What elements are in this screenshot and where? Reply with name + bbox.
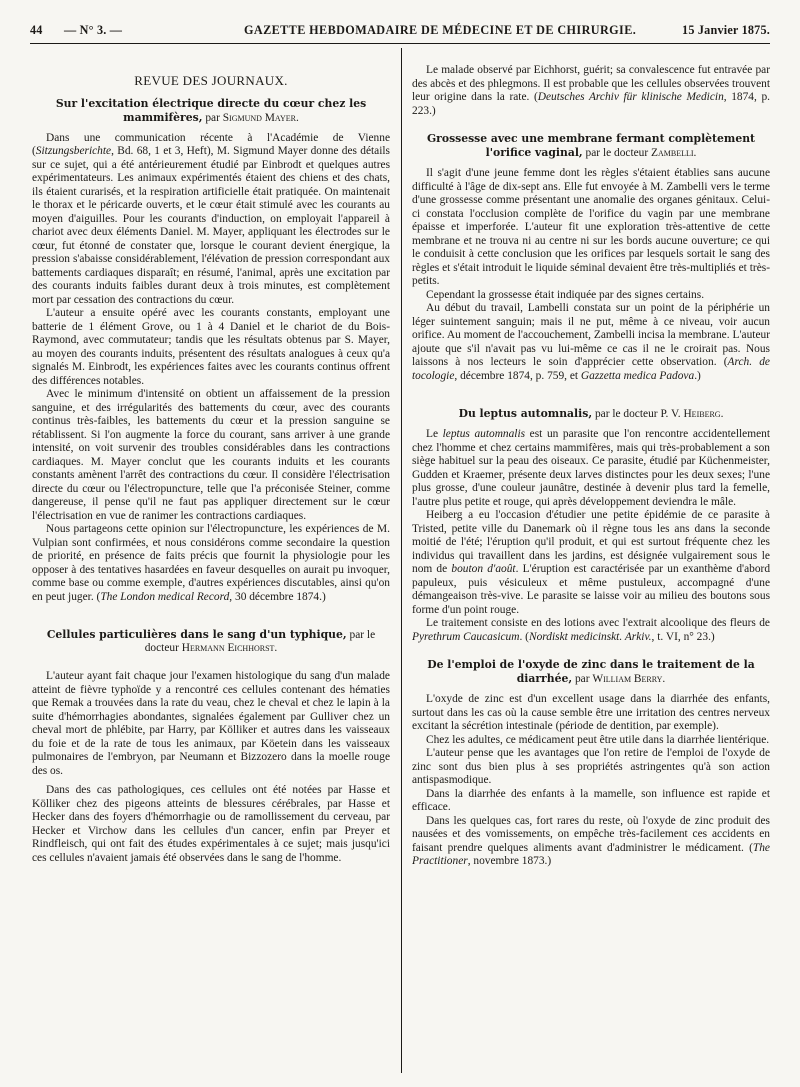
paragraph: L'oxyde de zinc est d'un excellent usage dans la diarrhée des enfants, surtout dans les cas où la cause semble être une irritation des centres nerveux excitant la sécrétion intestinale (période de dentition, par exemple).	[412, 693, 770, 732]
journal-title: GAZETTE HEBDOMADAIRE DE MÉDECINE ET DE CHIRURGIE.	[244, 23, 637, 37]
text: .)	[694, 369, 701, 382]
article-title-heart	[40, 97, 382, 125]
byline-prefix: par le docteur	[585, 147, 649, 159]
article-heading: De l'emploi de l'oxyde de zinc dans le traitement de la diarrhée,	[427, 658, 755, 685]
article-author: P. V. Heiberg.	[660, 408, 724, 420]
section-title: REVUE DES JOURNAUX.	[134, 73, 288, 88]
text: . L'éruption est caractérisée par un exanthème d'abord papuleux, puis vésiculeux et même pustuleux, accompagné d'une démangeaison très-vive. Le parasite se laisse voir au milieu des boutons sous forme d'un point rouge.	[412, 563, 770, 616]
paragraph	[412, 617, 770, 644]
text: Le malade observé par Eichhorst, guérit; sa convalescence fut entravée par des abcès et des phlegmons. Il est probable que les cellules observées trouvent leur origine dans la rate. (	[412, 64, 770, 103]
paragraph: L'auteur a ensuite opéré avec les courants constants, employant une batterie de 1 élément Grove, ou 1 à 4 Daniel et le chariot de du Bois-Raymond, avec commutateur; tandis que les résultats obtenus par S. Mayer, au moyen des courants induits, présentent des résultats analogues à ceux qu'a signalés M. Einbrodt, les expériences faites avec les courants continus offrent des différences notables.	[32, 307, 390, 387]
citation: leptus automnalis	[442, 428, 526, 440]
text: Dans les quelques cas, fort rares du reste, où l'oxyde de zinc produit des nausées et des vomissements, on empêche très-facilement ces accidents en faisant prendre quelques aliments avant d'administrer le médicament. (	[412, 814, 770, 854]
issue-number: — N° 3. —	[64, 23, 123, 37]
citation: Deutsches Archiv für klinische Medicin	[537, 91, 724, 103]
paragraph	[32, 523, 390, 604]
article-title-leptus	[420, 407, 762, 421]
paragraph: Dans la diarrhée des enfants à la mamelle, son influence est rapide et efficace.	[412, 787, 770, 813]
article-title-cells	[40, 628, 382, 655]
paragraph: Dans des cas pathologiques, ces cellules ont été notées par Hasse et Kölliker chez des pigeons atteints de blessures cérébrales, par Hasse et Hecker dans des foyers d'hémorrhagie ou de ramollissement du cerveau, par Hecker et Virchow dans les cellules d'un cancer, enfin par Preyer et Rindfleisch, qui ont fait des études expérimentales à ce sujet; mais jusqu'ici ces cellules n'avaient jamais été observées dans le sang de l'homme.	[32, 784, 390, 864]
spacer	[412, 118, 770, 126]
citation: The London medical Record	[100, 590, 230, 603]
paragraph: L'auteur ayant fait chaque jour l'examen histologique du sang d'un malade atteint de fièvre typhoïde y a rencontré ces cellules contenant des hématies que Remak a trouvées dans la rate du veau, chez le cheval et chez le lapin à la suite d'hémorrhagies abondantes, signalées également par Gulliver chez un cheval mort de phlébite, par Harry, par Kölliker et autres dans les vaisseaux du foie et de la rate de tous les animaux, par Köetein dans les vaisseaux pulmonaires de l'embryon, par Neumann et Bizzozero dans la moelle rouge des os.	[32, 670, 390, 777]
paragraph: Il s'agit d'une jeune femme dont les règles s'étaient établies sans aucune difficulté à l'âge de dix-sept ans. Elle fut envoyée à M. Zambelli vers le terme d'une grossesse comme présentant une anomalie des organes génitaux. Celui-ci constata l'occlusion complète de l'orifice du vagin par une membrane épaisse et imperforée. L'auteur fit une exploration très-attentive de cette membrane et ne trouva ni au centre ni sur les bords aucune ouverture; ce qui le conduisit à cette conclusion que les orifices par lesquels sortait le sang des règles et s'était introduit le liquide séminal devaient être très-multipliés et très-petits.	[412, 167, 770, 287]
article-title-zinc	[420, 658, 762, 686]
header-rule	[30, 43, 770, 44]
article-heading: Cellules particulières dans le sang d'un typhique,	[46, 628, 347, 641]
text: , novembre 1873.)	[467, 855, 552, 867]
article-author: Sigmund Mayer.	[222, 111, 299, 124]
paragraph: L'auteur pense que les avantages que l'on retire de l'emploi de l'oxyde de zinc sont dus bien plus à ses propriétés astringentes qu'à son action antispasmodique.	[412, 747, 770, 786]
article-title-pregnancy	[420, 132, 762, 160]
article-heading: Du leptus automnalis,	[458, 407, 593, 420]
byline-prefix: par le docteur	[144, 629, 376, 654]
running-head	[30, 20, 770, 42]
paragraph	[412, 509, 770, 617]
citation: Gazzetta medica Padova	[580, 369, 695, 382]
text: est un parasite que l'on rencontre accidentellement chez l'homme et chez certains mammifères, mais qui très-probablement a son siège habituel sur la peau des oiseaux. Ce parasite, étudié par Küchenmeister, Gudden et Kraemer, présente deux larves distinctes pour les deux sexes; l'une plus grosse, d'une couleur jaunâtre, destinée à devenir plus tard la femelle, l'autre plus petite et rouge, qui après développement deviendra le mâle.	[412, 428, 770, 508]
text: . (	[519, 630, 529, 643]
text: Heiberg a eu l'occasion d'étudier une petite épidémie de ce parasite à Tristed, petite ville du Danemark où il règne tous les ans dans la seconde moitié de l'été; l'éruption qu'il produit, et qui est surtout fréquente chez les individus qui travaillent dans les jardins, est désignée vulgairement sous le nom de	[412, 509, 770, 575]
text: Le traitement consiste en des lotions avec l'extrait alcoolique des fleurs de	[426, 617, 770, 629]
citation: bouton d'août	[451, 563, 516, 575]
paragraph: Avec le minimum d'intensité on obtient un affaissement de la pression sanguine, et des irrégularités des battements du cœur, avec des courants continus très-faibles, les battements du cœur et la pression sanguine se rétablissent. Si l'on augmente la force du courant, sans arriver à une grande intensité, on voit survenir des troubles considérables dans les contractions cardiaques. M. Mayer conclut que les courants induits et les courants constants amènent l'arrêt des contractions du cœur. Il considère l'électrisation directe du cœur ou l'électropuncture, telle que l'a préconisée Steiner, comme dangereuse, il pense qu'il ne faut pas appliquer directement sur le cœur l'électrisation en vue de ranimer les contractions cardiaques.	[32, 388, 390, 522]
citation: Sitzungsberichte	[35, 145, 112, 157]
column-divider	[401, 48, 402, 1073]
text: , 30 décembre 1874.)	[229, 590, 326, 603]
article-heading: Sur l'excitation électrique directe du cœur chez les mammifères,	[55, 96, 367, 124]
text: Dans une communication récente à l'Académie de Vienne (	[32, 131, 390, 157]
byline-prefix: par le docteur	[594, 408, 658, 420]
article-heading: Grossesse avec une membrane fermant complètement l'orifice vaginal,	[426, 132, 756, 159]
citation: Arch. de tocologie	[412, 356, 770, 382]
spacer	[32, 662, 390, 670]
paragraph	[412, 428, 770, 509]
spacer	[32, 604, 390, 622]
text: , t. VI, n° 23.)	[651, 630, 715, 643]
page-number: 44	[30, 23, 43, 37]
byline-prefix: par	[205, 111, 220, 124]
article-author: Zambelli.	[651, 147, 697, 159]
issue-date: 15 Janvier 1875.	[682, 23, 770, 37]
spacer	[412, 644, 770, 652]
text: Au début du travail, Lambelli constata sur un point de la périphérie un léger suintement sanguin; mais il ne put, même à ce niveau, voir aucun orifice. Au moment de l'accouchement, Zambelli incisa la membrane. L'auteur ajoute que s'il n'avait pas vu lui-même ce cas il ne le croirait pas. Nous laissons à nos lecteurs le soin d'apprécier cette observation. (	[412, 302, 770, 368]
text: , Bd. 68, 1 et 3, Heft), M. Sigmund Mayer donne des détails sur ce sujet, qui a été antérieurement étudié par Einbrodt et quelques autres expérimentateurs. Les animaux expérimentés étaient des chiens et des chats, ils étaient curarisés, et la respiration artificielle était pratiquée. On maintenait le thorax et le péricarde ouverts, et le cœur était stimulé avec les courants au moyen d'aiguilles. Pour les courants d'induction, on employait l'appareil à chariot avec deux éléments Daniel. M. Mayer, appliquant les électrodes sur le cœur, fut étonné de constater que, lorsque le courant devient énergique, la pression s'abaisse considérablement, l'élévation de pression correspondant aux battements cardiaques disparaît; en résumé, l'animal, après une excitation par des courants induits faibles durant deux à trois minutes, est complètement mort par cessation des contractions du cœur.	[32, 145, 390, 306]
paragraph: Cependant la grossesse était indiquée par des signes certains.	[426, 288, 705, 301]
article-author: Hermann Eichhorst.	[181, 642, 278, 654]
paragraph	[412, 64, 770, 118]
left-column	[32, 62, 390, 1078]
citation: The Practitioner	[412, 841, 770, 867]
citation: Pyrethrum Caucasicum	[412, 630, 520, 643]
text: , décembre 1874, p. 759, et	[454, 369, 581, 382]
text: Le	[426, 428, 443, 440]
spacer	[412, 383, 770, 401]
paragraph	[32, 132, 390, 308]
right-column	[412, 64, 770, 1080]
citation: Nordiskt medicinskt. Arkiv.	[528, 630, 652, 643]
text: Nous partageons cette opinion sur l'électropuncture, les expériences de M. Vulpian sont confirmées, et nous considérons comme secondaire la question de priorité, en présence de faits précis que fournit la physiologie pour les opposer à des tentatives hasardées en faveur desquelles on aurait pu invoquer, comme base ou comme exemple, d'autres expériences discutables, ainsi qu'on en peut juger. (	[32, 523, 390, 603]
paragraph	[412, 302, 770, 383]
paragraph	[412, 815, 770, 869]
byline-prefix: par	[574, 673, 590, 685]
text: , 1874, p. 223.)	[412, 91, 770, 117]
paragraph: Chez les adultes, ce médicament peut être utile dans la diarrhée lientérique.	[426, 733, 770, 746]
article-author: William Berry.	[592, 673, 666, 685]
